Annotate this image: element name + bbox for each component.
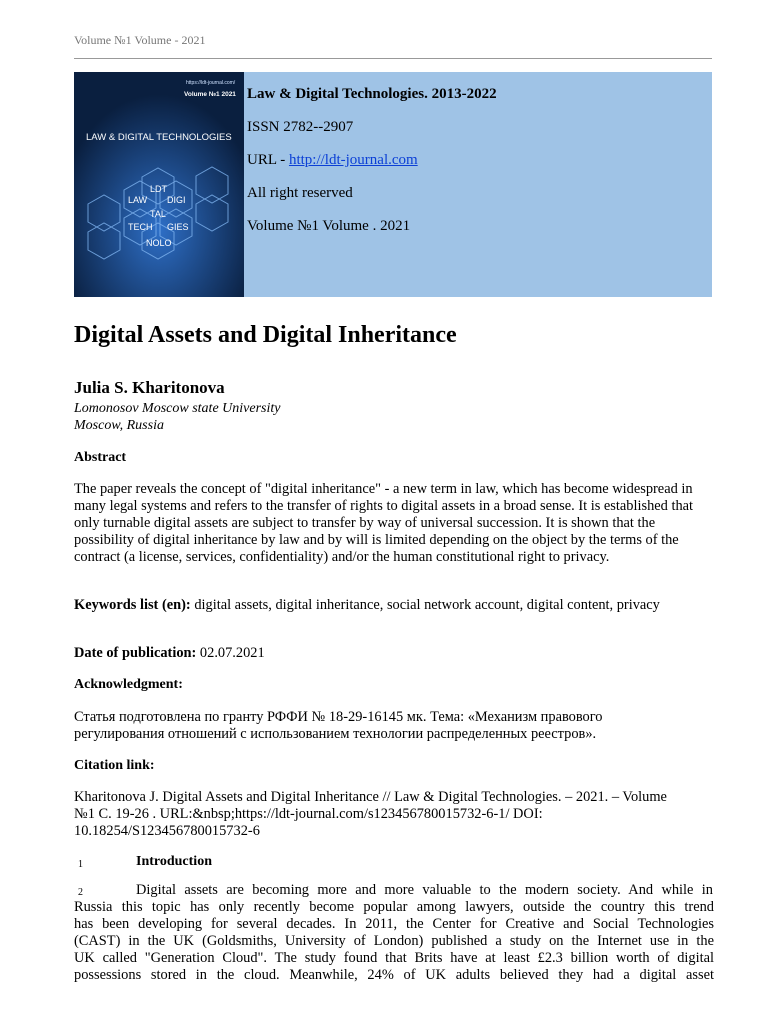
journal-rights: All right reserved <box>247 185 353 201</box>
cover-word-5: NOLO <box>146 238 172 248</box>
url-label: URL - <box>247 152 289 168</box>
intro-line-text: possessions stored in the cloud. Meanwhile, 24% of UK adults believed they had a digital asset <box>74 967 714 983</box>
journal-cover-image <box>74 72 244 297</box>
journal-issn: ISSN 2782--2907 <box>247 119 354 135</box>
intro-line-text: Digital assets are becoming more and more valuable to the modern society. And while in <box>136 882 713 898</box>
publication-date-label: Date of publication: <box>74 645 197 661</box>
journal-url-link[interactable]: http://ldt-journal.com <box>288 152 418 168</box>
cover-word-1: LAW <box>128 195 148 205</box>
intro-line <box>74 916 714 933</box>
journal-name: Law & Digital Technologies. 2013-2022 <box>247 86 497 102</box>
author-location: Moscow, Russia <box>74 418 164 433</box>
publication-date <box>74 645 714 662</box>
journal-volume: Volume №1 Volume . 2021 <box>247 218 411 234</box>
cover-word-4: GIES <box>167 222 189 232</box>
abstract-text: The paper reveals the concept of "digital inheritance" - a new term in law, which has become widespread in many legal systems and refers to the transfer of rights to digital assets in a broad sense. It is established that only turnable digital assets are subject to transfer by way of universal succession. It is shown that the possibility of digital inheritance by law and by will is limited depending on the object by the terms of the contract (a license, services, confidentiality) and/or the human constitutional right to privacy. <box>74 481 694 565</box>
running-head: Volume №1 Volume - 2021 <box>74 33 206 47</box>
cover-volume: Volume №1 2021 <box>184 91 236 98</box>
intro-line <box>74 950 714 967</box>
cover-logo: LDT <box>150 184 168 194</box>
acknowledgment-heading: Acknowledgment: <box>74 677 183 692</box>
author-name: Julia S. Kharitonova <box>74 378 225 397</box>
cover-journal-name: LAW & DIGITAL TECHNOLOGIES <box>86 132 232 143</box>
journal-info-panel <box>74 72 712 297</box>
introduction-heading: Introduction <box>136 854 212 869</box>
intro-line-text: UK called "Generation Cloud". The study found that Brits have at least £2.3 billion worth of digital <box>74 950 714 966</box>
cover-url: https://ldt-journal.com/ <box>186 80 236 86</box>
intro-line <box>74 899 714 916</box>
journal-url-line <box>247 152 497 169</box>
keywords-text: digital assets, digital inheritance, social network account, digital content, privacy <box>190 597 660 613</box>
intro-line-text: (CAST) in the UK (Goldsmiths, University of London) published a study on the Internet use in the <box>74 933 714 949</box>
publication-date-value: 02.07.2021 <box>196 645 265 661</box>
cover-word-2: DIGI <box>167 195 186 205</box>
citation-heading: Citation link: <box>74 758 155 773</box>
citation-text: Kharitonova J. Digital Assets and Digital Inheritance // Law & Digital Technologies. – 2021. – Volume №1 C. 19-26 . URL:&nbsp;https://ldt-journal.com/s123456780015732-6-1/ DOI: 10.18254/S123456780015732-6 <box>74 789 667 839</box>
intro-line <box>136 882 713 899</box>
keywords <box>74 597 714 614</box>
intro-line <box>74 967 714 984</box>
article-title: Digital Assets and Digital Inheritance <box>74 322 457 348</box>
cover-word-3: TECH <box>128 222 153 232</box>
author-affiliation: Lomonosov Moscow state University <box>74 401 281 416</box>
intro-line-text: Russia this topic has only recently become popular among lawyers, outside the country this trend <box>74 899 714 915</box>
abstract-heading: Abstract <box>74 450 127 465</box>
intro-line-text: has been developing for several decades. In 2011, the Center for Creative and Social Technologies <box>74 916 714 932</box>
journal-details <box>247 86 497 251</box>
acknowledgment-text: Статья подготовлена по гранту РФФИ № 18-29-16145 мк. Тема: «Механизм правового регулирования отношений с использованием технологии распределенных реестров». <box>74 709 603 742</box>
line-number: 1 <box>78 859 83 870</box>
keywords-label: Keywords list (en): <box>74 597 191 613</box>
line-number: 2 <box>78 887 83 898</box>
header-divider <box>74 58 712 59</box>
intro-line <box>74 933 714 950</box>
cover-word-6: TAL <box>150 209 166 219</box>
